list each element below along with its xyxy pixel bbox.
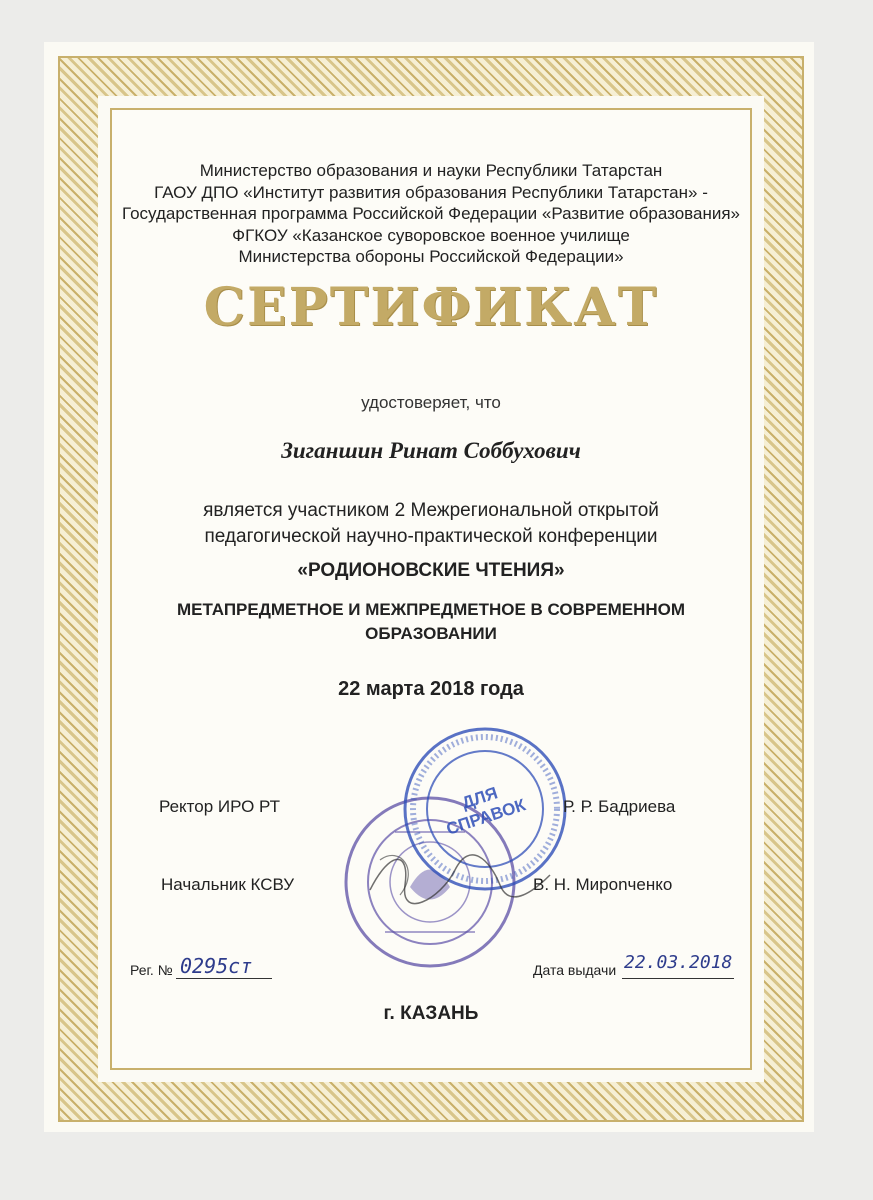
certificate-title: СЕРТИФИКАТ — [203, 277, 659, 338]
stamp-label: ДЛЯ СПРАВОК — [443, 783, 528, 839]
registration-label: Рег. № — [130, 962, 173, 978]
certifies-text: удостоверяет, что — [361, 393, 501, 412]
issue-date-value: 22.03.2018 — [624, 952, 733, 973]
theme-line-1: МЕТАПРЕДМЕТНОЕ И МЕЖПРЕДМЕТНОЕ В СОВРЕМЕННОМ — [176, 600, 686, 619]
conference-theme — [135, 598, 727, 646]
issue-date-label: Дата выдачи — [533, 962, 617, 978]
header-line-1: Министерство образования и науки Республики Татарстан — [199, 161, 663, 180]
participation-line-2: педагогической научно-практической конференции — [204, 526, 658, 547]
issue-date-underline — [622, 978, 734, 979]
header-line-5: Министерства обороны Российской Федерации» — [238, 247, 624, 266]
header-line-4: ФГКОУ «Казанское суворовское военное училище — [232, 225, 630, 245]
signature-scribble — [360, 840, 560, 910]
rector-title: Ректор ИРО РТ — [159, 797, 280, 816]
recipient-name: Зиганшин Ринат Соббухович — [281, 438, 581, 463]
header-line-2: ГАОУ ДПО «Институт развития образования Республики Татарстан» - — [154, 182, 708, 202]
header-line-3: Государственная программа Российской Федерации «Развитие образования» — [122, 204, 740, 223]
participation-line-1: является участником 2 Межрегиональной открытой — [203, 500, 659, 521]
registration-underline — [176, 978, 272, 979]
issuer-header — [115, 160, 747, 268]
conference-name: «РОДИОНОВСКИЕ ЧТЕНИЯ» — [297, 560, 565, 581]
head-title: Начальник КСВУ — [161, 875, 295, 894]
theme-line-2: ОБРАЗОВАНИИ — [365, 624, 497, 643]
registration-number: 0295ст — [180, 954, 253, 978]
event-date: 22 марта 2018 года — [338, 678, 524, 700]
rector-name: Р. Р. Бадриева — [563, 797, 676, 816]
head-name: В. Н. Мирonченко — [533, 875, 673, 894]
city: г. КАЗАНЬ — [383, 1003, 479, 1024]
participation-text — [115, 498, 747, 550]
